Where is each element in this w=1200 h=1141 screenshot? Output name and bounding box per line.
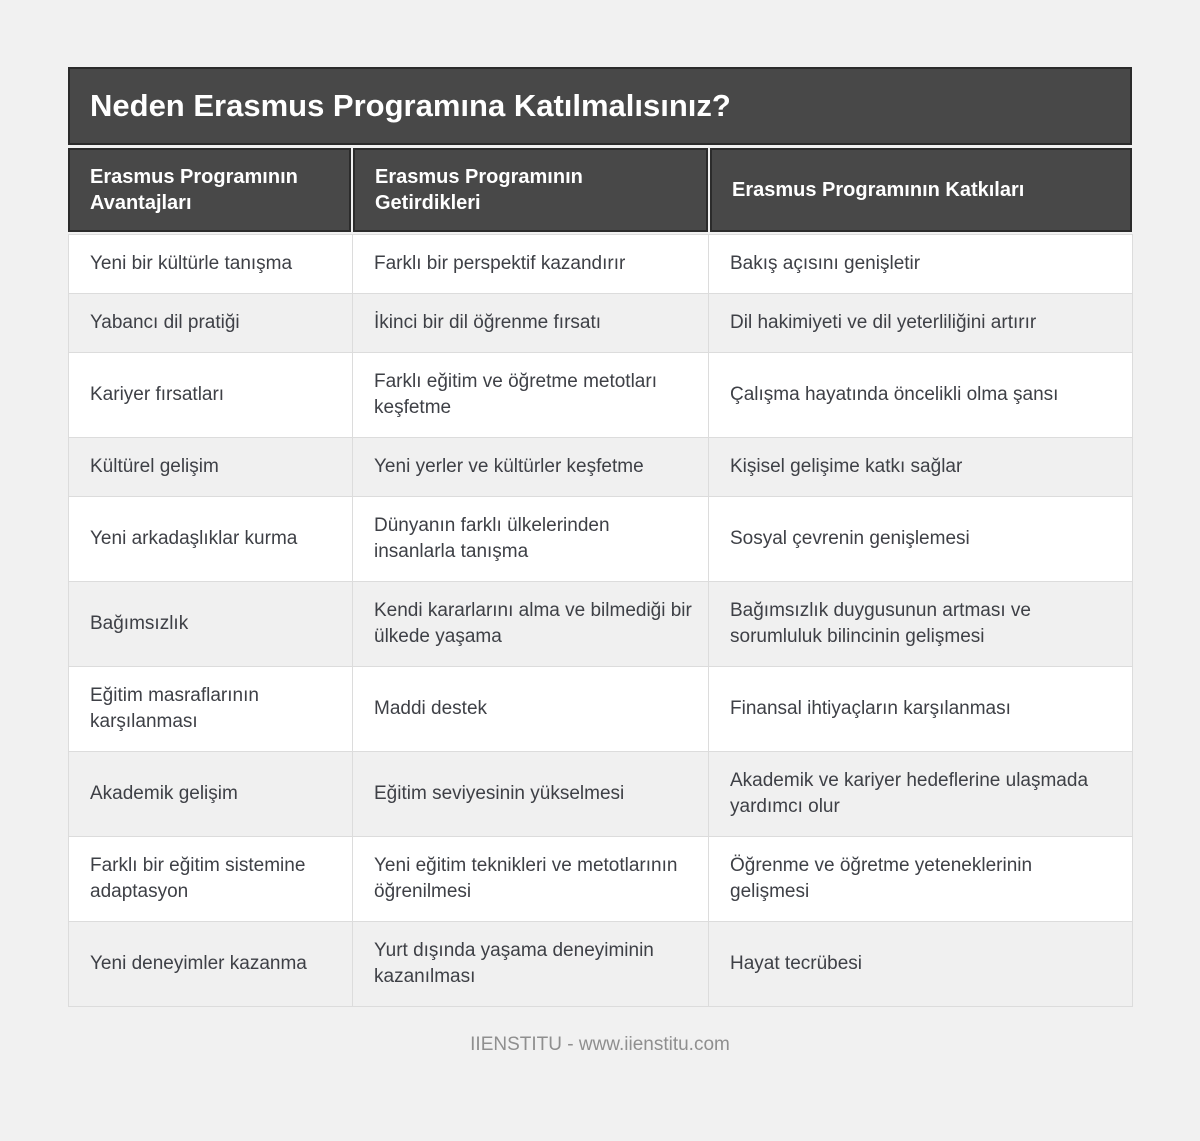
table-cell-gain: Yeni eğitim teknikleri ve metotlarının öğrenilmesi [353,837,709,922]
table-header-row [68,148,1132,232]
table-cell-advantage: Yeni bir kültürle tanışma [69,235,353,294]
table-cell-gain: Eğitim seviyesinin yükselmesi [353,752,709,837]
table-row [69,922,1133,1007]
table-cell-gain: Dünyanın farklı ülkelerinden insanlarla tanışma [353,497,709,582]
table-row [69,438,1133,497]
column-header-advantages: Erasmus Programının Avantajları [68,148,351,232]
table-cell-contribution: Kişisel gelişime katkı sağlar [709,438,1133,497]
table-row [69,752,1133,837]
table-cell-gain: İkinci bir dil öğrenme fırsatı [353,294,709,353]
table-cell-contribution: Öğrenme ve öğretme yeteneklerinin gelişmesi [709,837,1133,922]
table-cell-contribution: Hayat tecrübesi [709,922,1133,1007]
table-cell-advantage: Bağımsızlık [69,582,353,667]
table-cell-advantage: Eğitim masraflarının karşılanması [69,667,353,752]
table-cell-contribution: Dil hakimiyeti ve dil yeterliliğini artırır [709,294,1133,353]
table-row [69,667,1133,752]
footer-credit: IIENSTITU - www.iienstitu.com [470,1034,730,1055]
comparison-table [68,234,1133,1007]
table-cell-advantage: Farklı bir eğitim sistemine adaptasyon [69,837,353,922]
table-row [69,497,1133,582]
table-cell-gain: Kendi kararlarını alma ve bilmediği bir ülkede yaşama [353,582,709,667]
table-cell-gain: Maddi destek [353,667,709,752]
table-cell-contribution: Bağımsızlık duygusunun artması ve sorumluluk bilincinin gelişmesi [709,582,1133,667]
table-cell-gain: Farklı eğitim ve öğretme metotları keşfetme [353,353,709,438]
title-bar [68,67,1132,145]
table-row [69,235,1133,294]
table-row [69,294,1133,353]
table-cell-contribution: Bakış açısını genişletir [709,235,1133,294]
table-cell-contribution: Çalışma hayatında öncelikli olma şansı [709,353,1133,438]
page-title: Neden Erasmus Programına Katılmalısınız? [90,88,731,123]
table-cell-gain: Yurt dışında yaşama deneyiminin kazanılması [353,922,709,1007]
table-cell-advantage: Kariyer fırsatları [69,353,353,438]
table-row [69,353,1133,438]
table-cell-advantage: Kültürel gelişim [69,438,353,497]
table-row [69,582,1133,667]
table-cell-advantage: Yeni arkadaşlıklar kurma [69,497,353,582]
erasmus-infographic [68,0,1132,1056]
table-cell-advantage: Yabancı dil pratiği [69,294,353,353]
table-cell-advantage: Akademik gelişim [69,752,353,837]
column-header-gains: Erasmus Programının Getirdikleri [353,148,708,232]
table-cell-contribution: Sosyal çevrenin genişlemesi [709,497,1133,582]
table-cell-gain: Farklı bir perspektif kazandırır [353,235,709,294]
column-header-contributions: Erasmus Programının Katkıları [710,148,1132,232]
table-row [69,837,1133,922]
table-cell-gain: Yeni yerler ve kültürler keşfetme [353,438,709,497]
table-cell-contribution: Akademik ve kariyer hedeflerine ulaşmada yardımcı olur [709,752,1133,837]
table-cell-advantage: Yeni deneyimler kazanma [69,922,353,1007]
table-cell-contribution: Finansal ihtiyaçların karşılanması [709,667,1133,752]
